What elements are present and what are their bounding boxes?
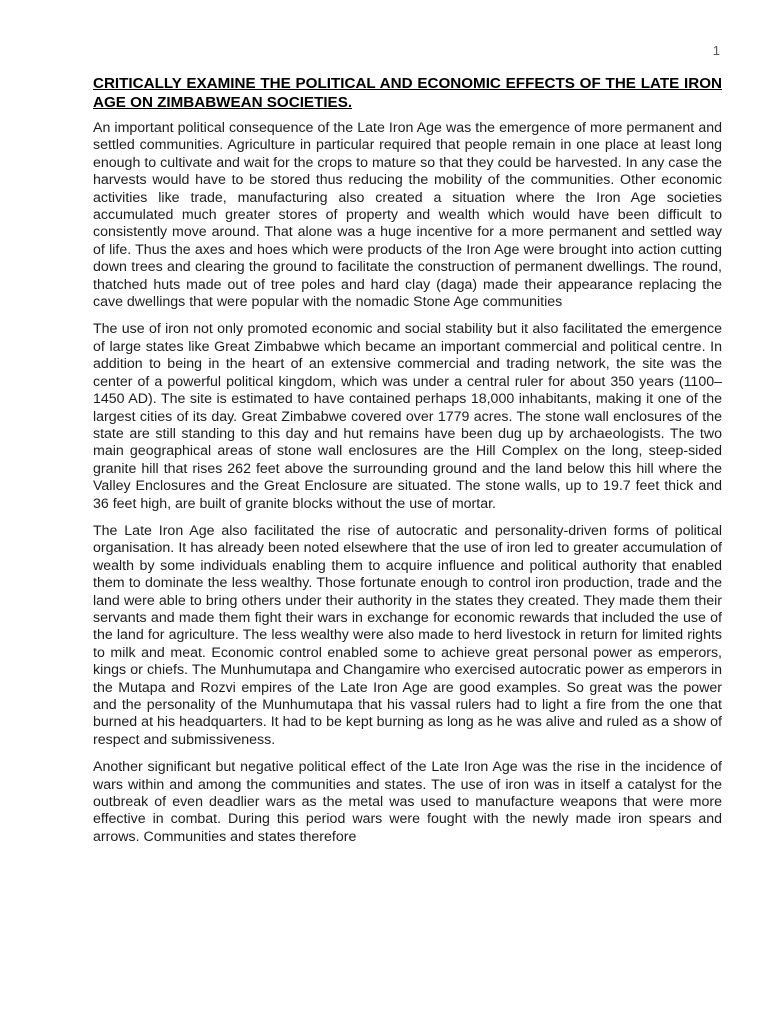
paragraph-wars: Another significant but negative political effect of the Late Iron Age was the rise in the incidence of wars within and among the communities and states. The use of iron was in itself a catalyst for the outbreak of even deadlier wars as the metal was used to manufacture weapons that were more effective in combat. During this period wars were fought with the newly made iron spears and arrows. Communities and states therefore bbox=[93, 759, 722, 845]
paragraph-settled-communities: An important political consequence of the Late Iron Age was the emergence of more permanent and settled communities. Agriculture in particular required that people remain in one place at least long enough to cultivate and wait for the crops to mature so that they could be harvested. In any case the harvests would have to be stored thus reducing the mobility of the communities. Other economic activities like trade, manufacturing also created a situation where the Iron Age societies accumulated much greater stores of property and wealth which would have been difficult to consistently move around. That alone was a huge incentive for a more permanent and settled way of life. Thus the axes and hoes which were products of the Iron Age were brought into action cutting down trees and clearing the ground to facilitate the construction of permanent dwellings. The round, thatched huts made out of tree poles and hard clay (daga) made their appearance replacing the cave dwellings that were popular with the nomadic Stone Age communities bbox=[93, 120, 722, 311]
page-number: 1 bbox=[712, 43, 720, 58]
document-title: CRITICALLY EXAMINE THE POLITICAL AND ECONOMIC EFFECTS OF THE LATE IRON AGE ON ZIMBABWEAN SOCIETIES. bbox=[93, 75, 722, 111]
document-page bbox=[93, 38, 722, 856]
paragraph-great-zimbabwe: The use of iron not only promoted economic and social stability but it also facilitated the emergence of large states like Great Zimbabwe which became an important commercial and political centre. In addition to being in the heart of an extensive commercial and trading network, the site was the center of a powerful political kingdom, which was under a central ruler for about 350 years (1100–1450 AD). The site is estimated to have contained perhaps 18,000 inhabitants, making it one of the largest cities of its day. Great Zimbabwe covered over 1779 acres. The stone wall enclosures of the state are still standing to this day and hut remains have been dug up by archaeologists. The two main geographical areas of stone wall enclosures are the Hill Complex on the long, steep-sided granite hill that rises 262 feet above the surrounding ground and the land below this hill where the Valley Enclosures and the Great Enclosure are situated. The stone walls, up to 19.7 feet thick and 36 feet high, are built of granite blocks without the use of mortar. bbox=[93, 321, 722, 512]
paragraph-autocratic-rule: The Late Iron Age also facilitated the rise of autocratic and personality-driven forms of political organisation. It has already been noted elsewhere that the use of iron led to greater accumulation of wealth by some individuals enabling them to acquire influence and political authority that enabled them to dominate the less wealthy. Those fortunate enough to control iron production, trade and the land were able to bring others under their authority in the states they created. They made them their servants and made them fight their wars in exchange for economic rewards that included the use of the land for agriculture. The less wealthy were also made to herd livestock in return for limited rights to milk and meat. Economic control enabled some to achieve great personal power as emperors, kings or chiefs. The Munhumutapa and Changamire who exercised autocratic power as emperors in the Mutapa and Rozvi empires of the Late Iron Age are good examples. So great was the power and the personality of the Munhumutapa that his vassal rulers had to light a fire from the one that burned at his headquarters. It had to be kept burning as long as he was alive and ruled as a show of respect and submissiveness. bbox=[93, 522, 722, 748]
